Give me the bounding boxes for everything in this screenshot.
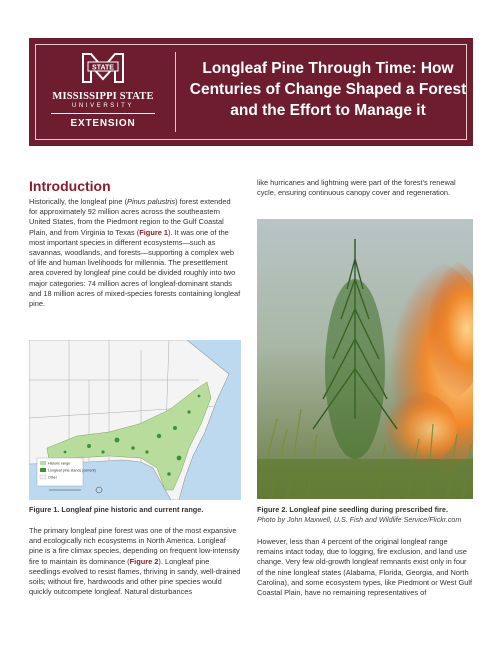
figure-1-caption-block: [29, 505, 241, 597]
seedling-fire-photo: [257, 219, 473, 499]
left-column: [29, 178, 241, 309]
left-paragraph-2: The primary longleaf pine forest was one of the most expansive and ecologically rich ecosystems in North America. Longleaf pine is a fire climax species, depending on frequent low-intensity fire to maintain its dominance (Figure 2). Longleaf pine seedlings evolved to resist flames, thriving in sandy, well-drained soils; without fire, hardwoods and other pine species would quickly outcompete longleaf. Natural disturbances: [29, 526, 241, 597]
header-banner: [29, 38, 473, 146]
figure-2-credit: Photo by John Maxwell, U.S. Fish and Wildlife Service/Flickr.com: [257, 516, 462, 524]
banner-divider: [175, 52, 176, 132]
right-paragraph-1: like hurricanes and lightning were part of the forest's renewal cycle, ensuring continuous canopy cover and regeneration.: [257, 178, 456, 198]
logo-university-name: MISSISSIPPI STATE: [52, 91, 154, 102]
map-legend-other: Other: [48, 475, 57, 480]
intro-paragraph: Historically, the longleaf pine (Pinus palustris) forest extended for approximately 92 million acres across the southeastern United States, from the Piedmont region to the Gulf Coastal Plain, and from Virginia to Texas (Figure 1). It was one of the most important species in different ecosystems—such as savannas, woodlands, and forests—supporting a complex web of life and human livelihoods for millennia. The presettlement area covered by longleaf pine could be divided roughly into two major categories: 74 million acres of longleaf-dominant stands and 18 million acres of mixed-species forests containing longleaf pine.: [29, 197, 241, 309]
map-legend-historic: Historic range: [48, 461, 71, 466]
range-map: [29, 340, 241, 500]
figure-1-reference[interactable]: Figure 1: [139, 227, 168, 237]
figure-2-reference[interactable]: Figure 2: [129, 556, 159, 566]
logo-shield-text: STATE: [92, 64, 114, 72]
right-paragraph-2: However, less than 4 percent of the original longleaf range remains intact today, due to logging, fire exclusion, and land use change. Very few old-growth longleaf remnants exist only in four of the nine longleaf states (Alabama, Florida, Georgia, and North Carolina), and some ecosystem types, like Piedmont or West Gulf Coastal Plain, have no remaining representatives of: [257, 537, 473, 598]
msu-extension-logo: [43, 52, 163, 132]
map-legend-current: Longleaf pine stands (current): [48, 468, 96, 473]
figure-1-caption: Figure 1. Longleaf pine historic and current range.: [29, 505, 204, 514]
figure-2-caption-block: [257, 505, 473, 598]
section-heading-introduction: Introduction: [29, 178, 111, 194]
figure-2-caption: Figure 2. Longleaf pine seedling during prescribed fire.: [257, 505, 448, 514]
right-column: [257, 178, 473, 198]
logo-extension: EXTENSION: [51, 113, 155, 129]
species-name: Pinus palustris: [127, 197, 176, 206]
logo-university-sub: UNIVERSITY: [71, 103, 134, 109]
document-title: Longleaf Pine Through Time: How Centuries of Change Shaped a Forest and the Effort to Manage it: [189, 60, 467, 119]
msu-state-m-icon: [79, 52, 127, 84]
